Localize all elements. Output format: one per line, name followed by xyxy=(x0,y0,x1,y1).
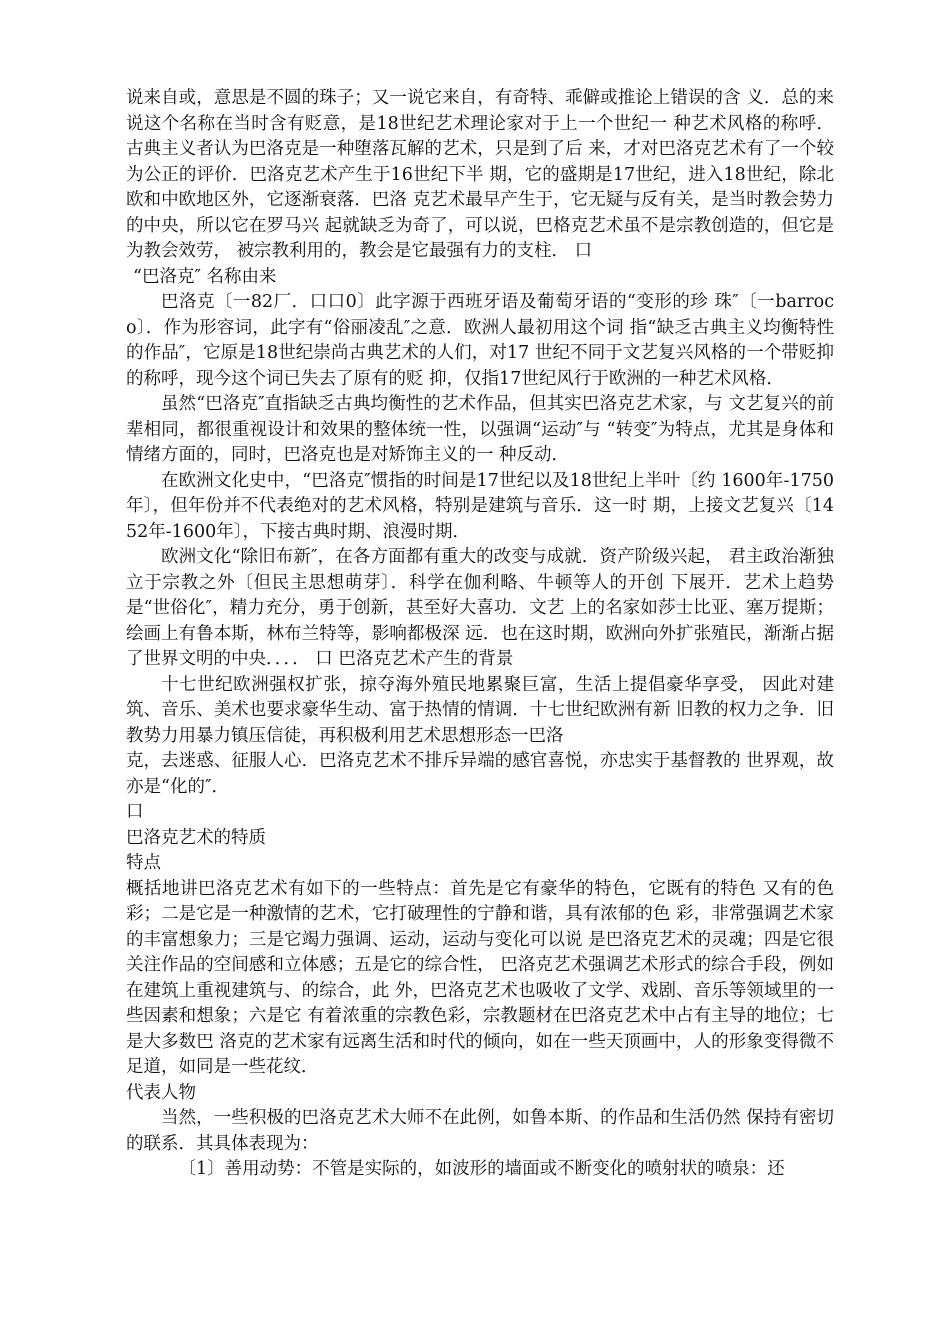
paragraph-background: 十七世纪欧洲强权扩张，掠夺海外殖民地累聚巨富，生活上提倡豪华享受， 因此对建筑、音乐、美术也要求豪华生动、富于热情的情调．十七世纪欧洲有新 旧教的权力之争．旧教势力用暴力镇压信徒，再积极利用艺术思想形态一巴洛 xyxy=(126,674,834,746)
paragraph-period: 在欧洲文化史中，“巴洛克″惯指的时间是17世纪以及18世纪上半叶〔约 1600年-1750年〕，但年份并不代表绝对的艺术风格，特别是建筑与音乐．这一时 期，上接文艺复兴〔1452年-1600年〕，下接古典时期、浪漫时期． xyxy=(126,470,834,542)
section-heading-name-origin: “巴洛克″ 名称由来 xyxy=(133,266,277,287)
paragraph-etymology: 巴洛克〔一82厂．口口0〕此字源于西班牙语及葡萄牙语的“变形的珍 珠″〔一barroco〕．作为形容词，此字有“俗丽凌乱″之意．欧洲人最初用这个词 指“缺乏古典主义均衡特性的作品″，它原是18世纪崇尚古典艺术的人们，对17 世纪不同于文艺复兴风格的一个带贬抑的称呼，现今这个词已失去了原有的贬 抑，仅指17世纪风行于欧洲的一种艺术风格． xyxy=(126,292,834,389)
section-heading-features: 特点 xyxy=(126,853,161,873)
paragraph-origin-meaning: 说来自或，意思是不圆的珠子；又一说它来自，有奇特、乖僻或推论上错误的含 义．总的来说这个名称在当时含有贬意，是18世纪艺术理论家对于上一个世纪一 种艺术风格的称呼．古典主义者认为巴洛克是一种堕落瓦解的艺术，只是到了后 来，才对巴洛克艺术有了一个较为公正的评价．巴洛克艺术产生于16世纪下半 期，它的盛期是17世纪，进入18世纪，除北欧和中欧地区外，它逐渐衰落．巴洛 克艺术最早产生于，它无疑与反有关，是当时教会势力的中央，所以它在罗马兴 起就缺乏为奇了，可以说，巴格克艺术虽不是宗教创造的，但它是为教会效劳， 被宗教利用的，教会是它最强有力的支柱． 口 xyxy=(126,88,834,261)
paragraph-features: 概括地讲巴洛克艺术有如下的一些特点：首先是它有豪华的特色，它既有的特色 又有的色彩；二是它是一种激情的艺术，它打破理性的宁静和谐，具有浓郁的色 彩，非常强调艺术家的丰富想象力；三是它竭力强调、运动，运动与变化可以说 是巴洛克艺术的灵魂；四是它很关注作品的空间感和立体感；五是它的综合性， 巴洛克艺术强调艺术形式的综合手段，例如在建筑上重视建筑与、的综合，此 外，巴洛克艺术也吸收了文学、戏剧、音乐等领域里的一些因素和想象；六是它 有着浓重的宗教色彩，宗教题材在巴洛克艺术中占有主导的地位；七是大多数巴 洛克的艺术家有远离生活和时代的倾向，如在一些天顶画中，人的形象变得微不 足道，如同是一些花纹． xyxy=(126,878,834,1077)
paragraph-representatives: 当然，一些积极的巴洛克艺术大师不在此例，如鲁本斯、的作品和生活仍然 保持有密切的联系．其具体表现为： xyxy=(126,1108,834,1154)
paragraph-culture: 欧洲文化“除旧布新″，在各方面都有重大的改变与成就．资产阶级兴起， 君主政治渐独立于宗教之外〔但民主思想萌芽〕．科学在伽利略、牛顿等人的开创 下展开．艺术上趋势是“世俗化″，精力充分，勇于创新，甚至好大喜功．文艺 上的名家如莎士比亚、塞万提斯；绘画上有鲁本斯，林布兰特等，影响都极深 远．也在这时期，欧洲向外扩张殖民，渐渐占据了世界文明的中央．．．． 口 巴洛克艺术产生的背景 xyxy=(126,547,834,669)
paragraph-balance: 虽然“巴洛克″直指缺乏古典均衡性的艺术作品，但其实巴洛克艺术家，与 文艺复兴的前辈相同，都很重视设计和效果的整体统一性，以强调“运动″与 “转变″为特点，尤其是身体和情绪方面的，同时，巴洛克也是对矫饰主义的一 种反动． xyxy=(126,394,834,465)
list-item-1: 〔1〕善用动势：不管是实际的，如波形的墙面或不断变化的喷射状的喷泉：还 xyxy=(178,1159,785,1179)
paragraph-background-continued: 克，去迷惑、征服人心．巴洛克艺术不排斥异端的感官喜悦，亦忠实于基督教的 世界观，故亦是“化的″． xyxy=(126,751,834,797)
section-heading-representatives: 代表人物 xyxy=(126,1082,196,1103)
document-page xyxy=(126,86,834,1183)
box-glyph: 口 xyxy=(126,802,144,822)
section-heading-qualities: 巴洛克艺术的特质 xyxy=(126,827,266,848)
